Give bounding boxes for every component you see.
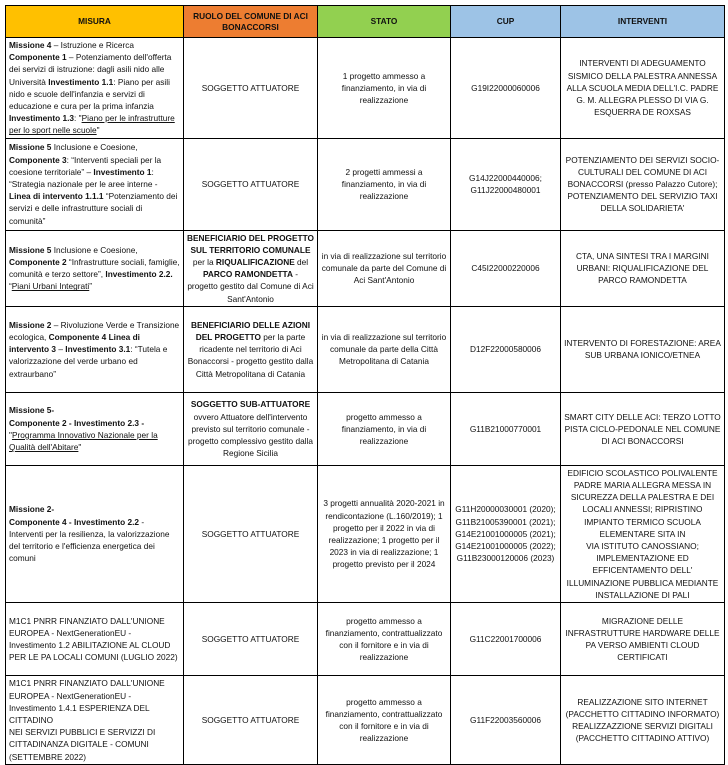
- misura-cell: [6, 603, 184, 676]
- interventi-text: EDIFICIO SCOLASTICO POLIVALENTE PADRE MARIA ALLEGRA MESSA IN SICUREZZA DELLA PALESTRA E DEI LOCALI ANNESSI; RIPRISTINO IMPIANTO TERMICO SCUOLA ELEMENTARE SITA IN: [567, 467, 718, 539]
- misura-text: Componente 2 - Investimento 2.3 -: [9, 417, 145, 428]
- table-row: [6, 392, 725, 465]
- misura-text: – Potenziamento dell'offerta dei servizi di istruzione: dagli asili nido alle Università: [9, 52, 172, 87]
- misura-text: : “Interventi speciali per la coesione territoriale” –: [9, 154, 162, 177]
- ruolo-text: BENEFICIARIO DELLE AZIONI DEL PROGETTO: [190, 319, 311, 343]
- table-row: [6, 38, 725, 139]
- misura-text: “: [9, 281, 12, 292]
- column-header-misura: MISURA: [6, 6, 184, 38]
- column-header-interventi: INTERVENTI: [561, 6, 725, 38]
- interventi-text: CTA, UNA SINTESI TRA I MARGINI URBANI: RIQUALIFICAZIONE DEL PARCO RAMONDETTA: [576, 250, 709, 286]
- interventi-cell: [561, 138, 725, 230]
- stato-text: in via di realizzazione sul territorio comunale da parte della Città Metropolitana di Catania: [321, 332, 447, 367]
- interventi-cell: [561, 38, 725, 139]
- ruolo-cell: [184, 138, 318, 230]
- misura-cell: [6, 465, 184, 602]
- stato-text: progetto ammesso a finanziamento, contrattualizzato con il fornitore e in via di realizzazione: [325, 615, 443, 663]
- misura-text: Componente 4 - Investimento 2.2: [9, 516, 140, 527]
- cup-text: C45I22000220006: [471, 263, 540, 274]
- misura-cell: [6, 392, 184, 465]
- misura-text: Componente 4: [48, 332, 107, 343]
- cup-text: G11B21005390001 (2021);: [455, 516, 556, 527]
- ruolo-text: PARCO RAMONDETTA: [202, 269, 293, 280]
- table-row: [6, 676, 725, 765]
- ruolo-text: - progetto gestito dal Comune di Aci Sant'Antonio: [187, 269, 314, 304]
- stato-text: 1 progetto ammesso a finanziamento, in via di realizzazione: [341, 70, 427, 105]
- stato-text: progetto ammesso a finanziamento, contrattualizzato con il fornitore e in via di realizzazione: [325, 696, 443, 744]
- misura-text: Linea di intervento 1.1.1: [9, 191, 104, 202]
- ruolo-text: SOGGETTO SUB-ATTUATORE: [190, 399, 311, 410]
- stato-cell: [318, 392, 451, 465]
- table-row: [6, 230, 725, 306]
- cup-text: G14E21001000005 (2021);: [455, 528, 556, 539]
- misura-text: Missione 5: [9, 142, 52, 153]
- interventi-text: SMART CITY DELLE ACI: TERZO LOTTO PISTA CICLO-PEDONALE NEL COMUNE DI ACI BONACCORSI: [564, 411, 721, 446]
- misura-text: Inclusione e Coesione,: [51, 142, 138, 153]
- cup-cell: [451, 603, 561, 676]
- interventi-text: MIGRAZIONE DELLE INFRASTRUTTURE HARDWARE DELLE PA VERSO AMBIENTI CLOUD CERTIFICATI: [565, 615, 720, 663]
- misura-text: Investimento 1.1: [48, 76, 114, 87]
- misura-text: Missione 4: [9, 40, 52, 50]
- interventi-text: INTERVENTI DI ADEGUAMENTO SISMICO DELLA PALESTRA ANNESSA ALLA SCUOLA MEDIA DELL'I.C. PADRE G. M. ALLEGRA PLESSO DI VIA G. ESQUERRA DE ROXSAS: [566, 58, 719, 118]
- stato-cell: [318, 38, 451, 139]
- ruolo-text: per la: [192, 257, 216, 268]
- ruolo-text: SOGGETTO ATTUATORE: [201, 633, 300, 644]
- stato-cell: [318, 138, 451, 230]
- misura-text: Linea di intervento 3: [9, 332, 140, 355]
- interventi-cell: [561, 230, 725, 306]
- cup-cell: [451, 676, 561, 765]
- misura-text: – Istruzione e Ricerca: [51, 40, 134, 50]
- header-row: [6, 6, 725, 38]
- cup-cell: [451, 230, 561, 306]
- ruolo-cell: [184, 392, 318, 465]
- misura-cell: [6, 138, 184, 230]
- column-header-cup: CUP: [451, 6, 561, 38]
- misura-text: PER LE PA LOCALI COMUNI (LUGLIO 2022): [9, 652, 178, 663]
- misura-text: Inclusione e Coesione,: [51, 244, 138, 255]
- misura-text: NEI SERVIZI PUBBLICI E SERVIZZI DI CITTADINANZA DIGITALE - COMUNI (SETTEMBRE 2022): [9, 727, 156, 762]
- interventi-cell: [561, 392, 725, 465]
- cup-text: G11F22003560006: [470, 714, 541, 725]
- stato-cell: [318, 230, 451, 306]
- stato-text: 3 progetti annualità 2020-2021 in rendicontazione (L.160/2019); 1 progetto per il 2022 in via di realizzazione; 1 progetto per il 2023 in via di realizzazione; 1 progetto previsto per il 2024: [323, 498, 445, 570]
- ruolo-cell: [184, 306, 318, 392]
- cup-cell: [451, 138, 561, 230]
- misura-text: –: [56, 344, 66, 355]
- misura-text: Componente 2: [9, 257, 67, 268]
- misura-text: Piano per le infrastrutture per lo sport nelle scuole: [9, 113, 175, 136]
- misura-text: Missione 2-: [9, 504, 55, 515]
- cup-text: G11H20000030001 (2020);: [455, 504, 556, 515]
- ruolo-text: per la parte ricadente nel territorio di Aci Bonaccorsi - progetto gestito dalla Città Metropolitana di Catania: [187, 332, 314, 379]
- ruolo-text: RIQUALIFICAZIONE: [215, 257, 295, 268]
- cup-text: G11C22001700006: [469, 633, 542, 644]
- misura-text: Investimento 1.3: [9, 113, 75, 124]
- ruolo-text: SOGGETTO ATTUATORE: [201, 179, 300, 190]
- interventi-text: REALIZZAZIONE SITO INTERNET: [577, 696, 708, 707]
- ruolo-cell: [184, 465, 318, 602]
- interventi-text: (PACCHETTO CITTADINO INFORMATO): [565, 708, 720, 719]
- misura-text: : “Tutela e valorizzazione del verde urbano ed extraurbano”: [9, 344, 168, 379]
- interventi-cell: [561, 603, 725, 676]
- ruolo-cell: [184, 603, 318, 676]
- pnrr-measures-table: [5, 5, 725, 765]
- cup-cell: [451, 38, 561, 139]
- interventi-cell: [561, 676, 725, 765]
- table-row: [6, 465, 725, 602]
- misura-text: Missione 5-: [9, 405, 55, 416]
- misura-text: : “Strategia nazionale per le aree interne -: [9, 166, 158, 190]
- misura-cell: [6, 676, 184, 765]
- interventi-text: POTENZIAMENTO DEI SERVIZI SOCIO-CULTURALI DEL COMUNE DI ACI BONACCORSI (presso Palazzo Cutore); POTENZIAMENTO DEL SERVIZIO TAXI DELLA SOLIDARIETA': [565, 154, 720, 214]
- stato-cell: [318, 603, 451, 676]
- cup-text: G11B23000120006 (2023): [456, 553, 555, 564]
- misura-text: : Piano per asili nido e scuole dell'infanzia e servizi di educazione e cura per la prima infanzia: [9, 76, 170, 112]
- ruolo-text: BENEFICIARIO DEL PROGETTO SUL TERRITORIO COMUNALE: [187, 232, 314, 255]
- cup-text: G11J22000480001: [470, 185, 541, 196]
- cup-text: G11B21000770001: [469, 423, 542, 434]
- misura-text: Investimento 1: [93, 166, 152, 177]
- table-row: [6, 603, 725, 676]
- cup-text: D12F22000580006: [469, 344, 542, 355]
- stato-text: progetto ammesso a finanziamento, in via di realizzazione: [341, 411, 427, 446]
- misura-text: M1C1 PNRR FINANZIATO DALL'UNIONE EUROPEA - NextGenerationEU - Investimento 1.4.1 ESPERIENZA DEL CITTADINO: [9, 678, 165, 725]
- table-row: [6, 306, 725, 392]
- cup-cell: [451, 306, 561, 392]
- misura-text: Piani Urbani Integrati: [11, 281, 90, 292]
- misura-text: ": [96, 125, 100, 136]
- misura-text: ": [78, 442, 82, 453]
- misura-text: Componente 3: [9, 154, 67, 165]
- cup-text: G14J22000440006;: [469, 172, 542, 183]
- column-header-stato: STATO: [318, 6, 451, 38]
- cup-text: G14E21001000005 (2022);: [455, 541, 556, 552]
- stato-text: in via di realizzazione sul territorio comunale da parte del Comune di Aci Sant'Antonio: [321, 250, 447, 286]
- stato-cell: [318, 306, 451, 392]
- cup-cell: [451, 392, 561, 465]
- interventi-text: INTERVENTO DI FORESTAZIONE: AREA SUB URBANA IONICO/ETNEA: [564, 338, 721, 361]
- stato-cell: [318, 676, 451, 765]
- misura-cell: [6, 38, 184, 139]
- misura-text: ": [9, 429, 12, 440]
- misura-text: Investimento 2.2.: [105, 269, 173, 280]
- interventi-text: REALIZZAZZIONE SERVIZI DIGITALI: [572, 721, 713, 732]
- misura-text: Missione 2: [9, 319, 52, 330]
- ruolo-text: SOGGETTO ATTUATORE: [201, 714, 300, 725]
- ruolo-cell: [184, 676, 318, 765]
- misura-cell: [6, 306, 184, 392]
- stato-text: 2 progetti ammessi a finanziamento, in via di realizzazione: [341, 166, 427, 202]
- misura-text: M1C1 PNRR FINANZIATO DALL'UNIONE EUROPEA - NextGenerationEU - Investimento 1.2 ABILITAZIONE AL CLOUD: [9, 615, 171, 651]
- misura-text: “Infrastrutture sociali, famiglie, comunità e terzo settore”,: [9, 257, 180, 280]
- misura-text: Missione 5: [9, 244, 52, 255]
- ruolo-text: SOGGETTO ATTUATORE: [201, 528, 300, 539]
- ruolo-text: SOGGETTO ATTUATORE: [201, 82, 300, 93]
- misura-text: ”: [89, 281, 93, 292]
- interventi-text: VIA ISTITUTO CANOSSIANO; IMPLEMENTAZIONE ED EFFICENTAMENTO DELL' ILLUMINAZIONE PUBBLICA MEDIANTE INSTALLAZIONE DI PALI: [566, 541, 719, 600]
- ruolo-cell: [184, 38, 318, 139]
- interventi-text: (PACCHETTO CITTADINO ATTIVO): [575, 733, 710, 744]
- cup-text: G19I22000060006: [471, 82, 540, 93]
- column-header-ruolo: RUOLO DEL COMUNE DI ACI BONACCORSI: [184, 6, 318, 38]
- misura-text: : ": [74, 113, 82, 124]
- ruolo-text: del: [294, 257, 309, 268]
- interventi-cell: [561, 306, 725, 392]
- ruolo-text: ovvero Attuatore dell'intervento previsto sul territorio comunale - progetto complessivo gestito dalla Regione Sicilia: [188, 411, 313, 459]
- misura-cell: [6, 230, 184, 306]
- misura-text: Componente 1: [9, 52, 67, 63]
- ruolo-cell: [184, 230, 318, 306]
- misura-text: - Interventi per la resilienza, la valorizzazione del territorio e l'efficienza energetica dei comuni: [9, 516, 170, 564]
- table-row: [6, 138, 725, 230]
- misura-text: Investimento 3.1: [65, 344, 131, 355]
- cup-cell: [451, 465, 561, 602]
- interventi-cell: [561, 465, 725, 602]
- misura-text: – Rivoluzione Verde e Transizione ecologica,: [9, 319, 180, 343]
- stato-cell: [318, 465, 451, 602]
- misura-text: “Potenziamento dei servizi e delle infrastrutture sociali di comunità”: [9, 191, 178, 226]
- misura-text: Programma Innovativo Nazionale per la Qualità dell'Abitare: [9, 429, 158, 453]
